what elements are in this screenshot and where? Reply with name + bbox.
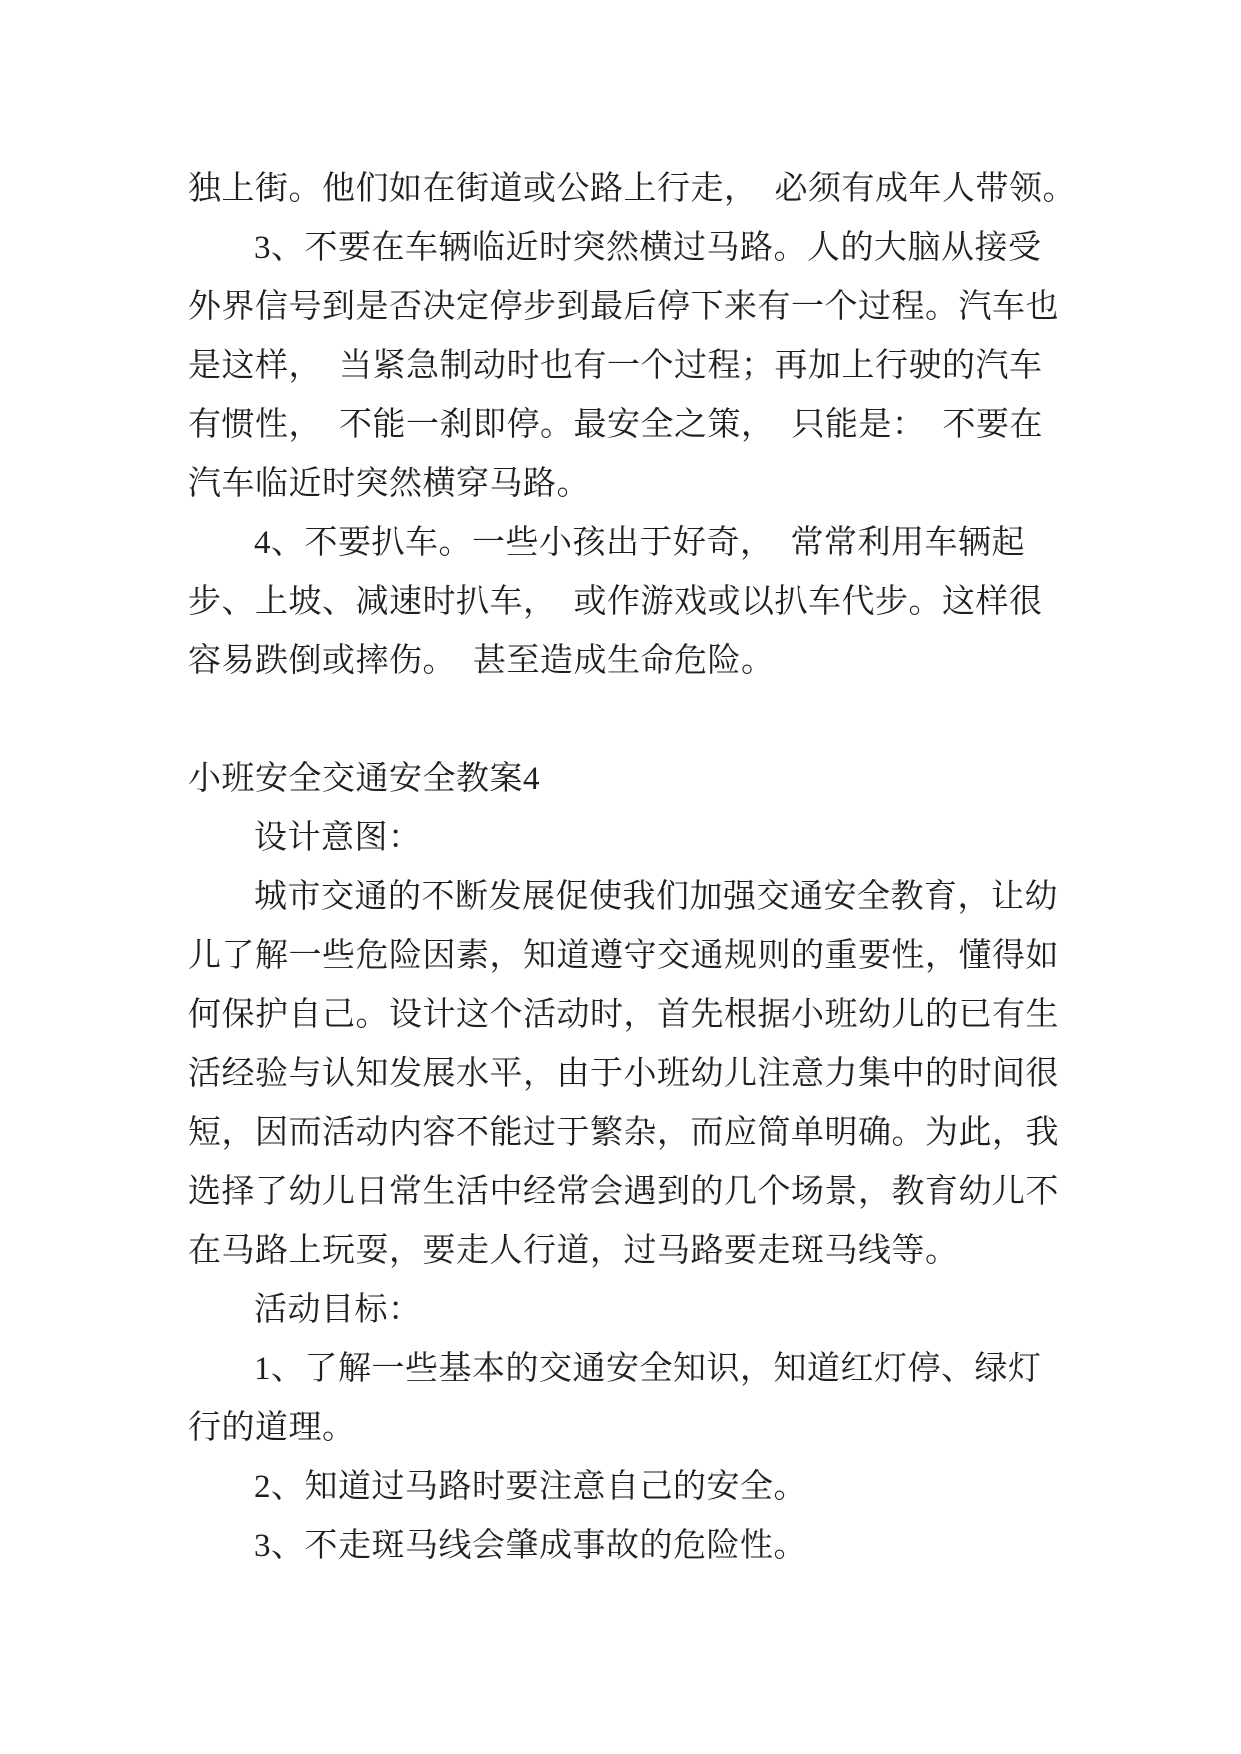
text-line: 选择了幼儿日常生活中经常会遇到的几个场景，教育幼儿不 [188, 1174, 1059, 1210]
blank-line [188, 691, 1068, 750]
text-line: 设计意图： [254, 820, 422, 856]
text-line: 步、上坡、减速时扒车， 或作游戏或以扒车代步。这样很 [188, 584, 1043, 620]
document-text-block [188, 160, 1076, 1576]
text-line: 短，因而活动内容不能过于繁杂，而应简单明确。为此，我 [188, 1115, 1059, 1151]
text-line: 4、不要扒车。一些小孩出于好奇， 常常利用车辆起 [254, 525, 1025, 561]
text-line: 何保护自己。设计这个活动时，首先根据小班幼儿的已有生 [188, 997, 1059, 1033]
text-line: 3、不走斑马线会肇成事故的危险性。 [254, 1528, 807, 1564]
text-line: 有惯性， 不能一刹即停。最安全之策， 只能是： 不要在 [188, 407, 1043, 443]
text-line: 2、知道过马路时要注意自己的安全。 [254, 1469, 807, 1505]
text-line: 容易跌倒或摔伤。 甚至造成生命危险。 [188, 643, 775, 679]
text-line: 外界信号到是否决定停步到最后停下来有一个过程。汽车也 [188, 289, 1059, 325]
text-line: 3、不要在车辆临近时突然横过马路。人的大脑从接受 [254, 230, 1042, 266]
text-line: 活动目标： [254, 1292, 422, 1328]
text-line: 城市交通的不断发展促使我们加强交通安全教育，让幼 [254, 879, 1058, 915]
text-line: 独上街。他们如在街道或公路上行走， 必须有成年人带领。 [188, 171, 1076, 207]
text-line: 汽车临近时突然横穿马路。 [188, 466, 590, 502]
section-heading: 小班安全交通安全教案4 [188, 761, 540, 797]
text-line: 活经验与认知发展水平，由于小班幼儿注意力集中的时间很 [188, 1056, 1059, 1092]
text-line: 是这样， 当紧急制动时也有一个过程；再加上行驶的汽车 [188, 348, 1043, 384]
text-line: 1、了解一些基本的交通安全知识，知道红灯停、绿灯 [254, 1351, 1042, 1387]
text-line: 在马路上玩耍，要走人行道，过马路要走斑马线等。 [188, 1233, 959, 1269]
text-line: 行的道理。 [188, 1410, 356, 1446]
text-line: 儿了解一些危险因素，知道遵守交通规则的重要性，懂得如 [188, 938, 1059, 974]
